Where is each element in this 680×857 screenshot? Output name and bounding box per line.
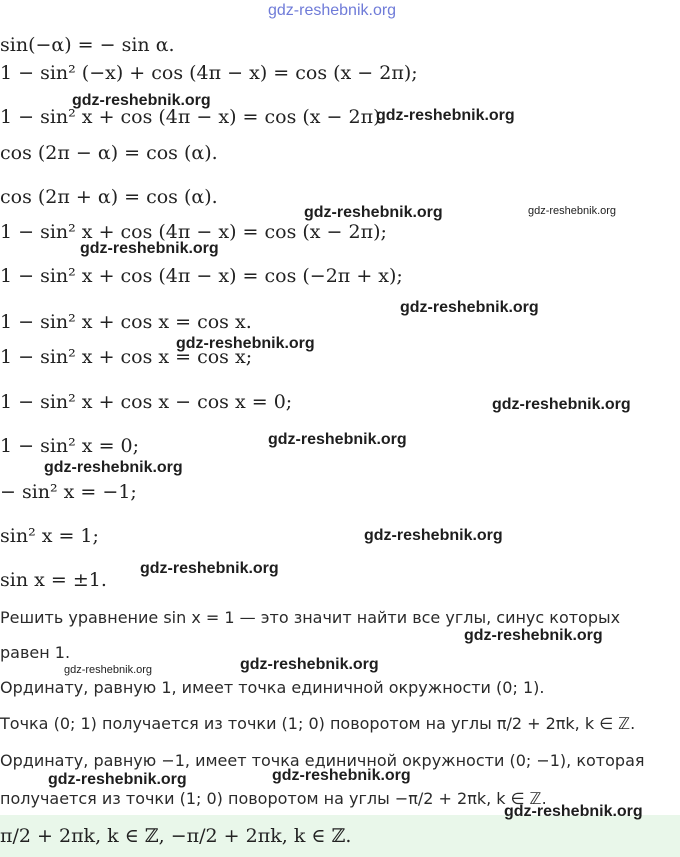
- math-line: 1 − sin² x + cos (4π − x) = cos (x − 2π);: [0, 221, 387, 243]
- watermark: gdz-reshebnik.org: [464, 627, 603, 644]
- watermark: gdz-reshebnik.org: [140, 560, 279, 577]
- watermark: gdz-reshebnik.org: [176, 335, 315, 352]
- math-line: − sin² x = −1;: [0, 481, 137, 503]
- watermark: gdz-reshebnik.org: [528, 205, 617, 217]
- watermark: gdz-reshebnik.org: [268, 431, 407, 448]
- math-line: cos (2π − α) = cos (α).: [0, 142, 218, 164]
- math-line: 1 − sin² x = 0;: [0, 435, 140, 457]
- math-line: 1 − sin² (−x) + cos (4π − x) = cos (x − 2π);: [0, 62, 418, 84]
- math-line: 1 − sin² x + cos (4π − x) = cos (x − 2π).: [0, 106, 387, 128]
- paragraph-line: равен 1.: [0, 643, 71, 662]
- watermark: gdz-reshebnik.org: [272, 767, 411, 784]
- math-line: sin x = ±1.: [0, 569, 107, 591]
- math-line: 1 − sin² x + cos (4π − x) = cos (−2π + x);: [0, 265, 403, 287]
- watermark: gdz-reshebnik.org: [504, 803, 643, 820]
- paragraph-line: Ординату, равную 1, имеет точка единичной окружности (0; 1).: [0, 678, 545, 697]
- math-line: 1 − sin² x + cos x = cos x.: [0, 311, 252, 333]
- watermark: gdz-reshebnik.org: [80, 240, 219, 257]
- watermark: gdz-reshebnik.org: [64, 664, 153, 676]
- watermark: gdz-reshebnik.org: [48, 771, 187, 788]
- paragraph-line: Точка (0; 1) получается из точки (1; 0) поворотом на углы π/2 + 2πk, k ∈ ℤ.: [0, 714, 636, 733]
- answer-box: [0, 815, 680, 857]
- math-line: 1 − sin² x + cos x = cos x;: [0, 346, 253, 368]
- watermark: gdz-reshebnik.org: [304, 204, 443, 221]
- watermark: gdz-reshebnik.org: [364, 527, 503, 544]
- math-line: sin(−α) = − sin α.: [0, 34, 175, 56]
- math-line: 1 − sin² x + cos x − cos x = 0;: [0, 391, 293, 413]
- paragraph-line: Ординату, равную −1, имеет точка единичной окружности (0; −1), которая: [0, 751, 645, 770]
- watermark: gdz-reshebnik.org: [240, 656, 379, 673]
- math-line: cos (2π + α) = cos (α).: [0, 186, 218, 208]
- site-watermark-top: gdz-reshebnik.org: [268, 2, 397, 19]
- watermark: gdz-reshebnik.org: [492, 396, 631, 413]
- watermark: gdz-reshebnik.org: [72, 92, 211, 109]
- answer-text: π/2 + 2πk, k ∈ ℤ, −π/2 + 2πk, k ∈ ℤ.: [0, 825, 352, 847]
- watermark: gdz-reshebnik.org: [376, 107, 515, 124]
- paragraph-line: получается из точки (1; 0) поворотом на углы −π/2 + 2πk, k ∈ ℤ.: [0, 789, 547, 808]
- watermark: gdz-reshebnik.org: [44, 459, 183, 476]
- math-line: sin² x = 1;: [0, 525, 99, 547]
- watermark: gdz-reshebnik.org: [400, 299, 539, 316]
- paragraph-line: Решить уравнение sin x = 1 — это значит найти все углы, синус которых: [0, 608, 621, 627]
